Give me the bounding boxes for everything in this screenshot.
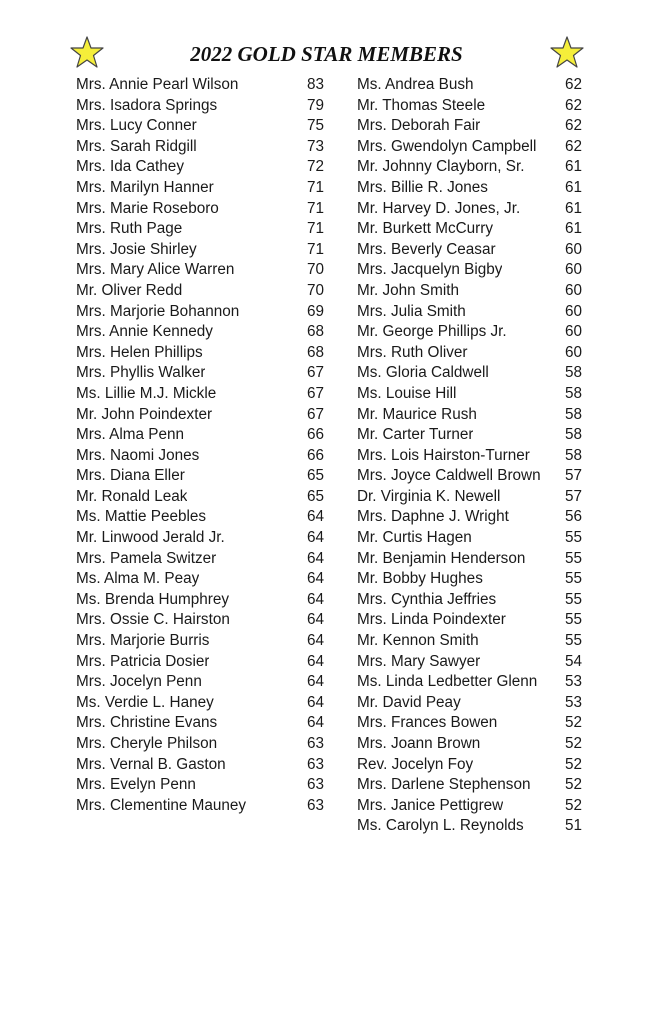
member-age: 61 (564, 178, 582, 196)
member-row (76, 549, 326, 570)
member-row (76, 487, 326, 508)
member-age: 64 (306, 570, 324, 588)
member-name: Mrs. Annie Kennedy (76, 323, 213, 341)
member-name: Mrs. Ruth Page (76, 220, 183, 238)
member-age: 55 (564, 611, 582, 629)
member-age: 61 (564, 199, 582, 217)
member-row (76, 693, 326, 714)
member-age: 64 (306, 714, 324, 732)
member-age: 56 (564, 508, 582, 526)
member-name: Mr. Burkett McCurry (357, 220, 493, 238)
member-name: Ms. Mattie Peebles (76, 508, 207, 526)
member-name: Mrs. Mary Alice Warren (76, 261, 235, 279)
member-age: 57 (564, 487, 582, 505)
member-age: 75 (306, 117, 324, 135)
member-age: 52 (564, 776, 582, 794)
member-age: 66 (306, 446, 324, 464)
member-age: 67 (306, 384, 324, 402)
member-name: Mrs. Naomi Jones (76, 446, 200, 464)
member-age: 62 (564, 117, 582, 135)
member-age: 71 (306, 240, 324, 258)
member-row (357, 178, 582, 199)
member-age: 62 (564, 137, 582, 155)
member-row (76, 219, 326, 240)
member-age: 62 (564, 76, 582, 93)
member-name: Mrs. Clementine Mauney (76, 796, 247, 814)
member-name: Mrs. Deborah Fair (357, 117, 481, 135)
member-row (76, 425, 326, 446)
member-row (76, 302, 326, 323)
member-name: Mr. Linwood Jerald Jr. (76, 529, 225, 547)
member-name: Mrs. Gwendolyn Campbell (357, 137, 537, 155)
member-name: Ms. Verdie L. Haney (76, 693, 214, 711)
member-name: Mrs. Ossie C. Hairston (76, 611, 230, 629)
member-row (357, 302, 582, 323)
member-row (357, 260, 582, 281)
member-row (76, 240, 326, 261)
member-name: Ms. Linda Ledbetter Glenn (357, 673, 538, 691)
members-list-left (76, 75, 326, 816)
member-age: 55 (564, 549, 582, 567)
member-age: 69 (306, 302, 324, 320)
page-title: 2022 GOLD STAR MEMBERS (190, 42, 463, 66)
member-row (357, 466, 582, 487)
member-age: 64 (306, 673, 324, 691)
member-row (357, 755, 582, 776)
member-row (76, 713, 326, 734)
member-row (76, 446, 326, 467)
member-name: Ms. Alma M. Peay (76, 570, 200, 588)
member-name: Mrs. Darlene Stephenson (357, 776, 531, 794)
member-row (357, 219, 582, 240)
member-name: Mrs. Vernal B. Gaston (76, 755, 226, 773)
member-name: Rev. Jocelyn Foy (357, 755, 474, 773)
member-age: 67 (306, 364, 324, 382)
member-age: 51 (564, 817, 582, 835)
member-row (76, 672, 326, 693)
member-name: Mr. Oliver Redd (76, 281, 183, 299)
member-age: 68 (306, 343, 324, 361)
member-age: 67 (306, 405, 324, 423)
member-name: Mrs. Phyllis Walker (76, 364, 206, 382)
member-age: 65 (306, 467, 324, 485)
member-row (357, 343, 582, 364)
member-age: 63 (306, 796, 324, 814)
member-row (76, 507, 326, 528)
member-age: 60 (564, 343, 582, 361)
member-name: Mrs. Julia Smith (357, 302, 466, 320)
member-age: 55 (564, 529, 582, 547)
member-row (76, 178, 326, 199)
member-age: 55 (564, 590, 582, 608)
member-name: Mrs. Marjorie Bohannon (76, 302, 240, 320)
member-row (76, 569, 326, 590)
member-row (357, 322, 582, 343)
member-name: Mrs. Daphne J. Wright (357, 508, 509, 526)
member-row (357, 240, 582, 261)
member-name: Mrs. Ida Cathey (76, 158, 184, 176)
member-row (357, 693, 582, 714)
member-row (76, 137, 326, 158)
member-age: 71 (306, 199, 324, 217)
member-age: 52 (564, 796, 582, 814)
member-name: Mr. Johnny Clayborn, Sr. (357, 158, 525, 176)
member-row (357, 446, 582, 467)
member-name: Mrs. Isadora Springs (76, 96, 218, 114)
member-row (357, 796, 582, 817)
member-name: Mr. David Peay (357, 693, 461, 711)
member-row (357, 590, 582, 611)
member-name: Mr. Benjamin Henderson (357, 549, 526, 567)
member-age: 65 (306, 487, 324, 505)
member-row (357, 199, 582, 220)
member-age: 61 (564, 158, 582, 176)
star-icon-right (550, 36, 584, 68)
member-row (357, 96, 582, 117)
member-name: Mr. Carter Turner (357, 426, 474, 444)
member-row (76, 734, 326, 755)
member-name: Mr. Thomas Steele (357, 96, 486, 114)
member-row (357, 610, 582, 631)
member-row (76, 75, 326, 96)
member-name: Mrs. Evelyn Penn (76, 776, 196, 794)
member-name: Mr. Maurice Rush (357, 405, 477, 423)
member-age: 55 (564, 632, 582, 650)
member-row (76, 96, 326, 117)
member-name: Mrs. Marie Roseboro (76, 199, 219, 217)
member-row (76, 384, 326, 405)
member-age: 64 (306, 693, 324, 711)
member-name: Ms. Lillie M.J. Mickle (76, 384, 217, 402)
member-name: Mrs. Josie Shirley (76, 240, 197, 258)
member-row (76, 652, 326, 673)
member-row (76, 363, 326, 384)
member-row (76, 260, 326, 281)
member-name: Ms. Brenda Humphrey (76, 590, 230, 608)
member-row (357, 405, 582, 426)
member-row (76, 322, 326, 343)
member-age: 52 (564, 735, 582, 752)
member-age: 58 (564, 446, 582, 464)
member-age: 60 (564, 323, 582, 341)
member-name: Mrs. Mary Sawyer (357, 652, 481, 670)
member-age: 72 (306, 158, 324, 176)
member-row (76, 281, 326, 302)
member-age: 64 (306, 508, 324, 526)
member-name: Mrs. Annie Pearl Wilson (76, 76, 239, 93)
member-name: Mrs. Billie R. Jones (357, 178, 488, 196)
member-name: Mr. George Phillips Jr. (357, 323, 507, 341)
member-age: 52 (564, 755, 582, 773)
member-age: 58 (564, 384, 582, 402)
member-name: Mr. Bobby Hughes (357, 570, 483, 588)
member-age: 60 (564, 240, 582, 258)
member-age: 64 (306, 611, 324, 629)
member-row (76, 343, 326, 364)
member-name: Mrs. Joyce Caldwell Brown (357, 467, 541, 485)
member-name: Mrs. Ruth Oliver (357, 343, 468, 361)
member-age: 70 (306, 281, 324, 299)
member-name: Mrs. Lois Hairston-Turner (357, 446, 530, 464)
member-age: 53 (564, 693, 582, 711)
member-age: 68 (306, 323, 324, 341)
member-row (76, 775, 326, 796)
member-row (357, 116, 582, 137)
member-name: Ms. Andrea Bush (357, 76, 474, 93)
member-age: 57 (564, 467, 582, 485)
member-name: Mrs. Jacquelyn Bigby (357, 261, 503, 279)
member-age: 60 (564, 261, 582, 279)
member-row (357, 569, 582, 590)
member-row (76, 199, 326, 220)
member-age: 63 (306, 755, 324, 773)
member-name: Mrs. Beverly Ceasar (357, 240, 496, 258)
member-name: Mrs. Marilyn Hanner (76, 178, 214, 196)
member-age: 52 (564, 714, 582, 732)
member-row (357, 528, 582, 549)
member-row (357, 487, 582, 508)
member-age: 64 (306, 529, 324, 547)
member-row (76, 610, 326, 631)
member-age: 64 (306, 652, 324, 670)
member-row (357, 775, 582, 796)
member-row (357, 652, 582, 673)
member-age: 58 (564, 426, 582, 444)
member-age: 61 (564, 220, 582, 238)
member-row (357, 363, 582, 384)
member-name: Ms. Louise Hill (357, 384, 457, 402)
member-row (76, 796, 326, 817)
member-age: 66 (306, 426, 324, 444)
member-row (76, 405, 326, 426)
member-age: 55 (564, 570, 582, 588)
member-age: 64 (306, 549, 324, 567)
member-name: Mr. Ronald Leak (76, 487, 188, 505)
member-row (357, 157, 582, 178)
member-name: Mr. Curtis Hagen (357, 529, 472, 547)
member-age: 63 (306, 776, 324, 794)
member-age: 53 (564, 673, 582, 691)
member-age: 60 (564, 302, 582, 320)
members-list-right (357, 75, 582, 837)
member-name: Mr. John Smith (357, 281, 460, 299)
member-age: 63 (306, 735, 324, 752)
member-name: Ms. Carolyn L. Reynolds (357, 817, 524, 835)
member-row (76, 157, 326, 178)
member-age: 54 (564, 652, 582, 670)
member-age: 83 (306, 76, 324, 93)
member-age: 58 (564, 405, 582, 423)
member-row (76, 466, 326, 487)
member-row (357, 384, 582, 405)
member-name: Mrs. Lucy Conner (76, 117, 197, 135)
member-name: Mrs. Frances Bowen (357, 714, 498, 732)
member-age: 79 (306, 96, 324, 114)
member-row (357, 631, 582, 652)
star-shape (551, 37, 583, 67)
member-name: Dr. Virginia K. Newell (357, 487, 501, 505)
member-name: Mrs. Helen Phillips (76, 343, 203, 361)
member-row (76, 631, 326, 652)
member-age: 70 (306, 261, 324, 279)
member-age: 62 (564, 96, 582, 114)
member-name: Ms. Gloria Caldwell (357, 364, 489, 382)
member-row (357, 75, 582, 96)
member-name: Mr. Kennon Smith (357, 632, 479, 650)
member-row (76, 590, 326, 611)
member-age: 71 (306, 178, 324, 196)
member-name: Mr. Harvey D. Jones, Jr. (357, 199, 521, 217)
member-row (357, 713, 582, 734)
member-row (76, 116, 326, 137)
member-name: Mrs. Janice Pettigrew (357, 796, 504, 814)
member-row (76, 528, 326, 549)
member-name: Mrs. Jocelyn Penn (76, 673, 202, 691)
member-name: Mrs. Patricia Dosier (76, 652, 210, 670)
member-row (357, 734, 582, 755)
member-row (357, 425, 582, 446)
member-name: Mrs. Christine Evans (76, 714, 218, 732)
member-name: Mrs. Cheryle Philson (76, 735, 218, 752)
member-name: Mrs. Alma Penn (76, 426, 184, 444)
member-age: 58 (564, 364, 582, 382)
member-age: 60 (564, 281, 582, 299)
member-row (357, 507, 582, 528)
member-name: Mr. John Poindexter (76, 405, 213, 423)
member-age: 71 (306, 220, 324, 238)
member-name: Mrs. Joann Brown (357, 735, 481, 752)
member-name: Mrs. Linda Poindexter (357, 611, 506, 629)
member-row (357, 137, 582, 158)
member-name: Mrs. Diana Eller (76, 467, 185, 485)
member-name: Mrs. Marjorie Burris (76, 632, 210, 650)
member-row (357, 672, 582, 693)
member-name: Mrs. Pamela Switzer (76, 549, 217, 567)
member-name: Mrs. Cynthia Jeffries (357, 590, 497, 608)
member-age: 64 (306, 632, 324, 650)
member-row (357, 281, 582, 302)
member-row (357, 816, 582, 837)
member-age: 64 (306, 590, 324, 608)
member-name: Mrs. Sarah Ridgill (76, 137, 197, 155)
member-row (357, 549, 582, 570)
member-row (76, 755, 326, 776)
member-age: 73 (306, 137, 324, 155)
